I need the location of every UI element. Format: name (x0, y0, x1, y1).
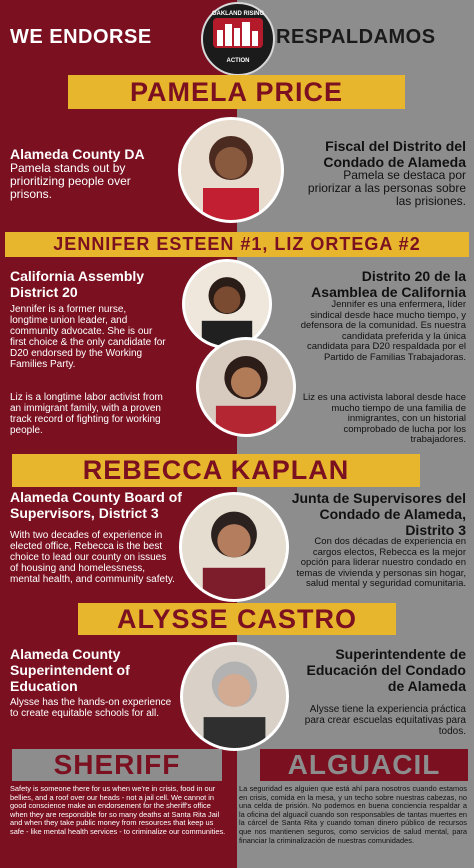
jennifer-text-es: Jennifer es una enfermera, líder sindical desde hace mucho tiempo, y defensora de la comunidad. Es nuestra candidata preferida y la única candidata para D20 respaldada por el Partido de Familias Trabajadoras. (300, 299, 466, 363)
rebecca-photo (179, 492, 289, 602)
sheriff-text-en: Safety is someone there for us when we're in crisis, food in our bellies, and a roof over our heads - not a jail cell. We cannot in good conscience make an endorsement for the sheriff's office when they are responsible for so many deaths at Santa Rita Jail and when they take public money from resources that keep us safe - like mental health services - to criminalize our communities. (10, 784, 226, 836)
logo-text-top: OAKLAND RISING (211, 11, 265, 17)
alysse-text-en: Alysse has the hands-on experience to create equitable schools for all. (10, 697, 172, 719)
alysse-title-es: Superintendente de Educación del Condado de Alameda (306, 646, 466, 694)
rebecca-text-en: With two decades of experience in elected office, Rebecca is the best choice to lead our county on issues of housing and homelessness, mental health, and community safety. (10, 530, 175, 585)
liz-text-en: Liz is a longtime labor activist from an immigrant family, with a proven track record of fighting for working people. (10, 392, 163, 436)
banner-rebecca-kaplan: REBECCA KAPLAN (12, 454, 420, 487)
liz-text-es: Liz es una activista laboral desde hace mucho tiempo de una familia de inmigrantes, con un historial comprobado de lucha por los trabajadores. (302, 392, 466, 445)
header-english: WE ENDORSE (10, 26, 152, 48)
pamela-text-es: Pamela se destaca por priorizar a las personas sobre las prisiones. (307, 168, 466, 208)
pamela-photo (178, 117, 284, 223)
oakland-rising-logo (201, 2, 275, 76)
pamela-title-en: Alameda County DA (10, 146, 145, 162)
alysse-photo (180, 642, 289, 751)
alysse-title-en: Alameda County Superintendent of Education (10, 646, 130, 694)
pamela-text-en: Pamela stands out by prioritizing people over prisons. (10, 161, 131, 201)
logo-skyline-icon (213, 18, 263, 48)
jennifer-text-en: Jennifer is a former nurse, longtime union leader, and community advocate. She is our first choice & the only candidate for D20 endorsed by the Working Families Party. (10, 304, 166, 370)
sheriff-text-es: La seguridad es alguien que está ahí para nosotros cuando estamos en crisis, comida en la mesa, y un techo sobre nuestras cabezas, no una celda de prisión. No podemos en buena conciencia respaldar a la oficina del alguacil cuando son responsables de tantas muertes en la cárcel de Santa Rita y cuando toman dinero público de recursos que nos mantienen seguros, como servicios de salud mental, para financiar la criminalización de nuestras comunidades. (239, 784, 467, 845)
rebecca-title-en: Alameda County Board of Supervisors, District 3 (10, 489, 182, 521)
sheriff-label: SHERIFF (12, 749, 222, 781)
assembly-title-es: Distrito 20 de la Asamblea de California (311, 268, 466, 300)
pamela-title-es: Fiscal del Distrito del Condado de Alameda (323, 138, 466, 170)
jennifer-photo (182, 259, 272, 349)
assembly-title-en: California Assembly District 20 (10, 268, 145, 300)
header-spanish: RESPALDAMOS (276, 26, 436, 48)
liz-photo (196, 337, 296, 437)
alguacil-label: ALGUACIL (260, 749, 468, 781)
logo-text-bottom: ACTION (226, 58, 250, 64)
banner-pamela-price: PAMELA PRICE (68, 75, 405, 109)
banner-jennifer-liz: JENNIFER ESTEEN #1, LIZ ORTEGA #2 (5, 232, 469, 257)
banner-alysse-castro: ALYSSE CASTRO (78, 603, 396, 635)
rebecca-title-es: Junta de Supervisores del Condado de Alameda, Distrito 3 (291, 490, 466, 538)
alysse-text-es: Alysse tiene la experiencia práctica para crear escuelas equitativas para todos. (304, 704, 466, 737)
rebecca-text-es: Con dos décadas de experiencia en cargos electos, Rebecca es la mejor opción para liderar nuestro condado en temas de vivienda y personas sin hogar, salud mental y seguridad comunitaria. (296, 536, 466, 589)
